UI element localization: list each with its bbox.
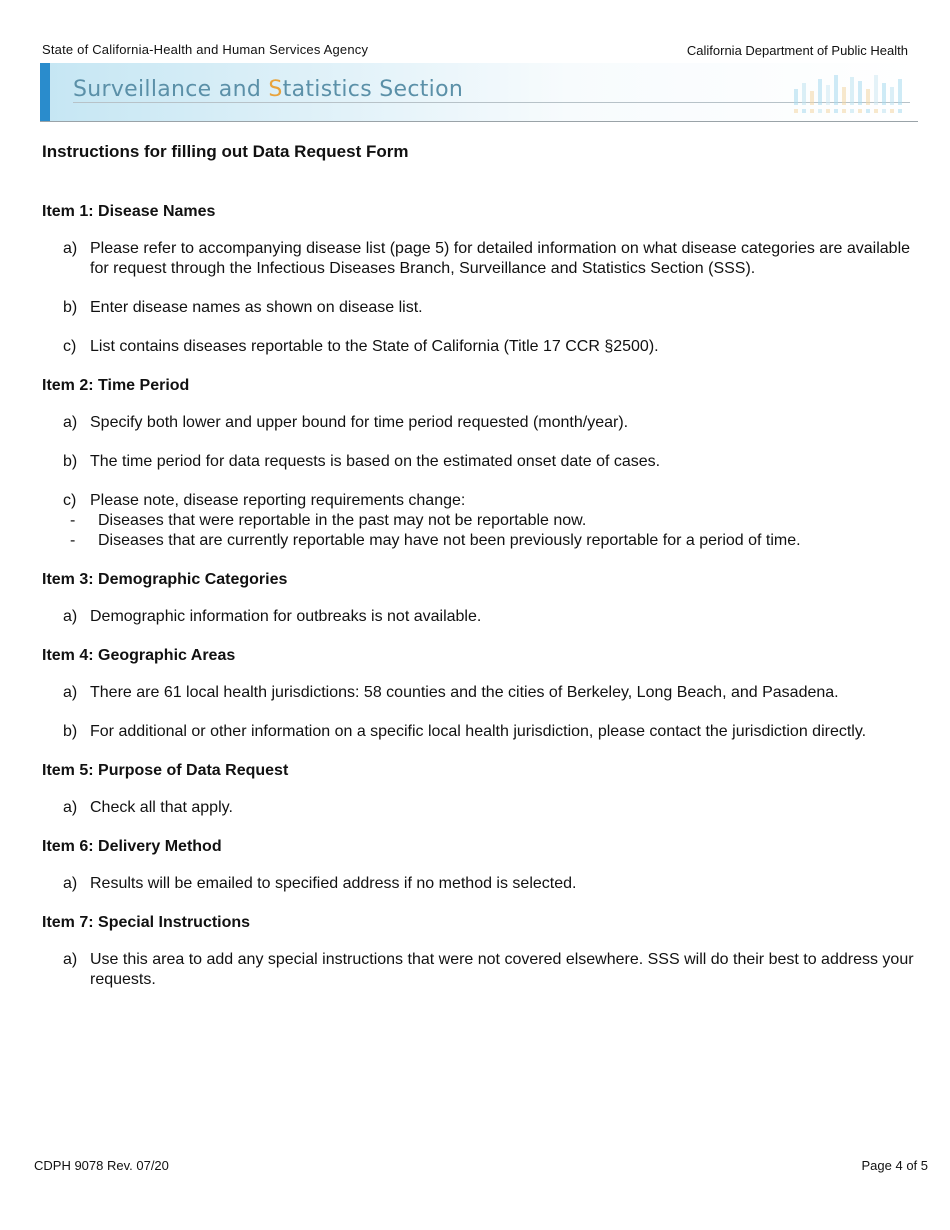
sub-text: Use this area to add any special instructions that were not covered elsewhere. SSS will do their best to address your requests. [90, 951, 914, 988]
item-5-heading: Item 5: Purpose of Data Request [42, 762, 289, 779]
sub-letter: a) [63, 240, 78, 257]
item-7-heading: Item 7: Special Instructions [42, 914, 251, 931]
sub-letter: a) [63, 799, 78, 816]
item-7-sub-a [42, 950, 932, 990]
page-number: Page 4 of 5 [861, 1158, 928, 1173]
sub-text: Enter disease names as shown on disease list. [90, 299, 423, 316]
sub-letter: a) [63, 875, 78, 892]
sub-letter: b) [63, 453, 78, 470]
item-2-sub-a [42, 413, 932, 433]
sub-letter: b) [63, 723, 78, 740]
form-code: CDPH 9078 Rev. 07/20 [34, 1158, 169, 1173]
sub-letter: b) [63, 299, 78, 316]
instructions-body [42, 202, 932, 1009]
item-1-heading: Item 1: Disease Names [42, 203, 216, 220]
sub-text: There are 61 local health jurisdictions: 58 counties and the cities of Berkeley, Long Beach, and Pasadena. [90, 684, 839, 701]
sub-text: The time period for data requests is based on the estimated onset date of cases. [90, 453, 661, 470]
section-banner [40, 63, 918, 122]
sub-letter: c) [63, 492, 77, 509]
sub-letter: a) [63, 414, 78, 431]
department-label: California Department of Public Health [686, 43, 908, 58]
document-title: Instructions for filling out Data Request Form [42, 142, 409, 161]
sub-text: Please refer to accompanying disease list (page 5) for detailed information on what disease categories are available for request through the Infectious Diseases Branch, Surveillance and Statistics Section (SSS). [90, 240, 911, 277]
item-1-sub-c [42, 337, 932, 357]
bar-chart-logo-icon [784, 69, 914, 119]
sub-text: Demographic information for outbreaks is not available. [90, 608, 482, 625]
list-item: - Diseases that were reportable in the past may not be reportable now. [70, 512, 587, 529]
list-item: - Diseases that are currently reportable may have not been previously reportable for a period of time. [70, 532, 801, 549]
dash-list [42, 511, 932, 551]
item-1-sub-b [42, 298, 932, 318]
item-2-sub-c [42, 491, 932, 551]
item-4-sub-a [42, 683, 932, 703]
banner-accent-bar [40, 63, 50, 121]
item-5-sub-a [42, 798, 932, 818]
item-3-sub-a [42, 607, 932, 627]
sub-text: Results will be emailed to specified address if no method is selected. [90, 875, 577, 892]
agency-label: State of California-Health and Human Services Agency [42, 42, 369, 57]
sub-letter: c) [63, 338, 77, 355]
sub-text: Please note, disease reporting requirements change: [90, 492, 466, 509]
item-4-heading: Item 4: Geographic Areas [42, 647, 236, 664]
sub-text: Check all that apply. [90, 799, 233, 816]
banner-title: Surveillance and Statistics Section [73, 77, 464, 102]
sub-letter: a) [63, 951, 78, 968]
sub-text: List contains diseases reportable to the State of California (Title 17 CCR §2500). [90, 338, 659, 355]
item-6-sub-a [42, 874, 932, 894]
item-6-heading: Item 6: Delivery Method [42, 838, 222, 855]
item-3-heading: Item 3: Demographic Categories [42, 571, 288, 588]
item-2-heading: Item 2: Time Period [42, 377, 190, 394]
sub-text: For additional or other information on a specific local health jurisdiction, please contact the jurisdiction directly. [90, 723, 867, 740]
item-1-sub-a [42, 239, 932, 279]
dash-bullet: - [70, 512, 76, 529]
sub-letter: a) [63, 684, 78, 701]
item-2-sub-b [42, 452, 932, 472]
sub-text: Specify both lower and upper bound for time period requested (month/year). [90, 414, 629, 431]
item-4-sub-b [42, 722, 932, 742]
sub-letter: a) [63, 608, 78, 625]
dash-bullet: - [70, 532, 76, 549]
